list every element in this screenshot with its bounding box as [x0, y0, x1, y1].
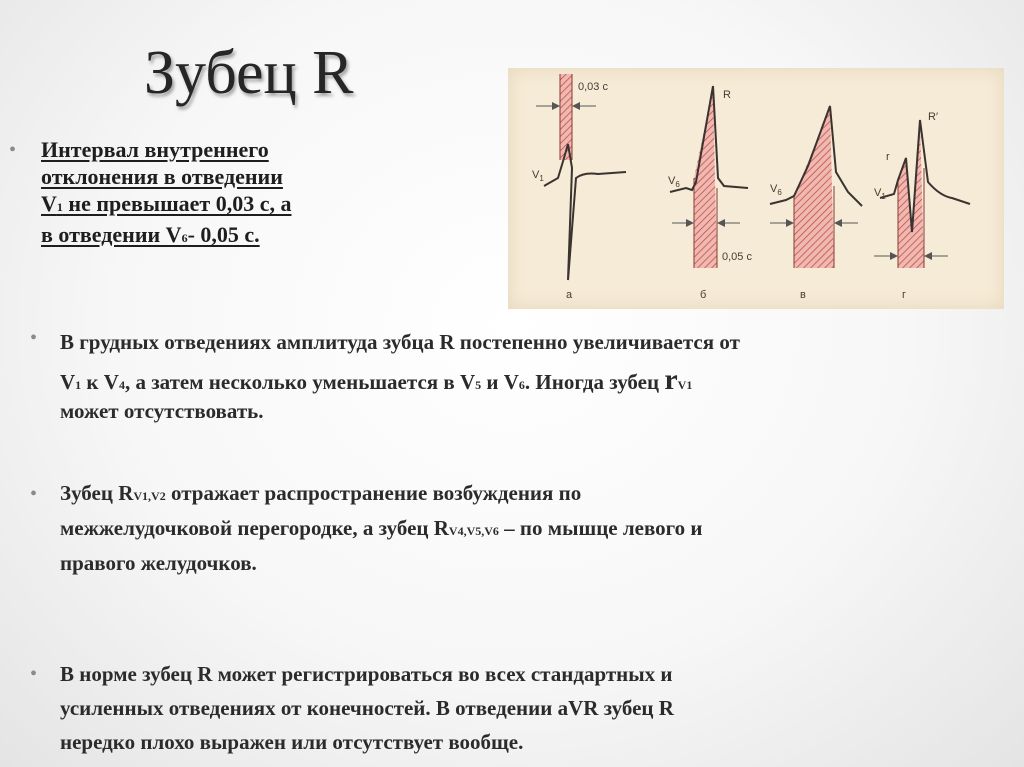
hatch-v6-v	[794, 108, 834, 268]
lead-v6-b: $V_6$	[668, 175, 680, 189]
arrowhead-right-g	[924, 252, 932, 260]
bullet-marker: •	[30, 483, 38, 505]
bullet-marker: •	[30, 327, 38, 349]
panel-label-g: г	[902, 289, 907, 301]
b2-sub-2: V4,V5,V6	[448, 524, 499, 538]
paragraph-r-amplitude	[60, 322, 960, 445]
label-R-prime-g: R′	[928, 111, 939, 123]
b3-line-1: В норме зубец R может регистрироваться во всех стандартных и	[60, 662, 673, 686]
b1-line-1: В грудных отведениях амплитуда зубца R постепенно увеличивается от	[60, 330, 740, 354]
label-005: 0,05 с	[722, 251, 752, 263]
bullet-marker: •	[30, 663, 38, 685]
arrowhead-right-v	[834, 219, 842, 227]
arrowhead-left-v	[786, 219, 794, 227]
label-R-b: R	[723, 89, 731, 101]
b1-r-sub-v: V	[677, 378, 687, 392]
slide-title: Зубец R	[144, 39, 354, 107]
b1-mid: , а затем несколько уменьшается в V	[124, 370, 476, 394]
b1-sub-6: 6	[518, 378, 525, 392]
b1-sub-1: 1	[75, 378, 82, 392]
b2-line-2b: – по мышце левого и	[498, 516, 703, 540]
b2-part-2: отражает распространение возбуждения по	[165, 481, 582, 505]
arrowhead-left-v1	[552, 102, 560, 110]
ecg-figure-svg	[508, 68, 1004, 309]
label-r-g: r	[886, 151, 890, 163]
b1-end: . Иногда зубец	[524, 370, 665, 394]
side-line-3b: не превышает 0,03 с, а	[62, 191, 292, 216]
b2-line-3: правого желудочков.	[60, 551, 257, 575]
side-line-1: Интервал внутреннего	[41, 137, 269, 162]
label-003: 0,03 с	[578, 81, 608, 93]
side-line-4a: в отведении V	[41, 222, 182, 247]
bullet-marker: •	[9, 139, 17, 161]
b3-line-2: усиленных отведениях от конечностей. В отведении aVR зубец R	[60, 696, 674, 720]
side-line-3a: V	[41, 191, 57, 216]
b1-line-3: может отсутствовать.	[60, 399, 264, 423]
lead-v6-v: $V_6$	[770, 183, 782, 197]
side-line-4-sub: 6	[181, 231, 188, 245]
arrowhead-left-g	[890, 252, 898, 260]
b1-v: V	[60, 370, 76, 394]
b1-r-sub-1: 1	[686, 378, 693, 392]
internal-deflection-note	[41, 136, 381, 252]
b3-line-3: нередко плохо выражен или отсутствует вообще.	[60, 730, 524, 754]
b1-i: и V	[481, 370, 519, 394]
paragraph-r-limb-leads	[60, 657, 960, 759]
panel-label-v: в	[800, 289, 806, 301]
panel-label-a: а	[566, 289, 573, 301]
hatch-v1-g	[898, 120, 924, 268]
side-line-4b: - 0,05 с.	[187, 222, 260, 247]
b2-line-2a: межжелудочковой перегородке, а зубец R	[60, 516, 449, 540]
panel-label-b: б	[700, 289, 707, 301]
b1-r-letter: r	[664, 363, 678, 396]
lead-v1-g: $V_1$	[874, 187, 886, 201]
lead-v1-a: $V_1$	[532, 169, 544, 183]
hatch-v1-interval	[560, 74, 572, 160]
ecg-trace-v1	[544, 144, 626, 280]
arrowhead-right-b	[717, 219, 725, 227]
arrowhead-left-b	[686, 219, 694, 227]
b1-k: к V	[81, 370, 119, 394]
ecg-r-wave-figure	[508, 68, 1004, 309]
b1-sub-4: 4	[118, 378, 125, 392]
b2-sub-1: V1,V2	[133, 489, 166, 503]
paragraph-r-excitation	[60, 477, 960, 579]
b2-part-1: Зубец R	[60, 481, 134, 505]
arrowhead-right-v1	[572, 102, 580, 110]
ecg-trace-v1-g	[880, 120, 970, 232]
side-line-3-sub: 1	[56, 200, 63, 214]
b1-sub-5: 5	[475, 378, 482, 392]
side-line-2: отклонения в отведении	[41, 164, 283, 189]
